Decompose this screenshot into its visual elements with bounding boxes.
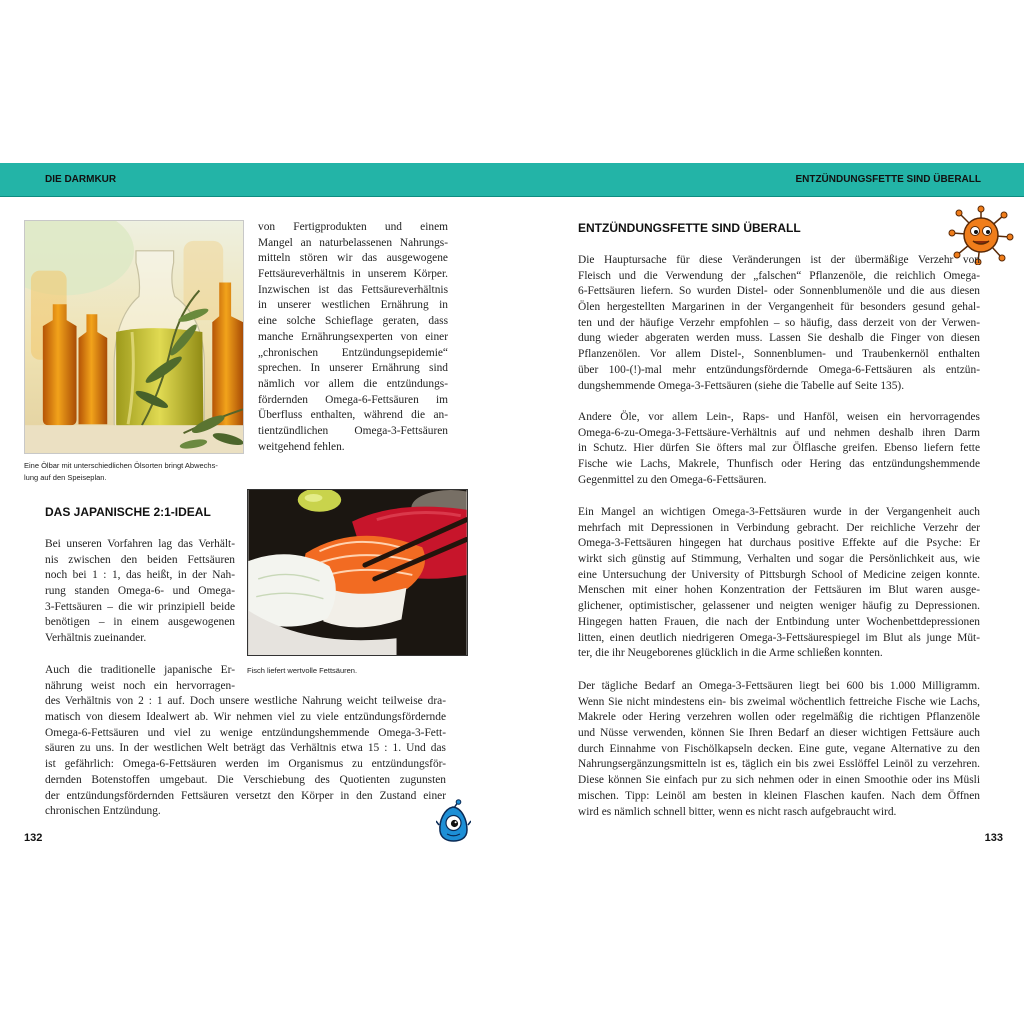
text-line: Wenn Sie nicht mindestens ein- bis zweimal wöchentlich fettreiche Fische wie Lachs, [578,695,980,708]
text-line: Inzwischen ist das Fettsäureverhältnis [258,283,448,296]
text-line: „chronischen Entzündungsepidemie“ [258,346,448,359]
text-line: ist gefährlich: Omega-6-Fettsäuren werden im Organismus zu entzündungsför- [45,758,446,771]
caption-line: lung auf den Speiseplan. [24,473,107,482]
text-line: noch bei 1 : 1, das heißt, in der Nah- [45,569,235,582]
text-line: nährung weist noch ein hervorragen- [45,679,235,692]
text-line: Omega-6-zu-Omega-3-Fettsäure-Verhältnis auf und nehmen deshalb ihren Darm [578,426,980,439]
text-line: Hingegen hatten Frauen, die nach der Entbindung unter Wochenbettdepressionen [578,615,980,628]
text-line: Auch die traditionelle japanische Er- [45,664,235,676]
japanese-ideal-paragraph-1 [45,537,235,647]
text-line: Pflanzenölen. Vor allem Distel-, Sonnenblumen- und Traubenkernöl enthalten [578,348,980,361]
text-line: nis zwischen den beiden Fettsäuren [45,553,235,566]
intro-paragraph [258,220,448,455]
paragraph-main-cause [578,253,980,394]
running-head-chapter-title: ENTZÜNDUNGSFETTE SIND ÜBERALL [795,174,981,185]
text-line: ten und der häufige Verzehr empfohlen – so häufig, dass derzeit von der Verwen- [578,316,980,329]
text-line: Ein Mangel an wichtigen Omega-3-Fettsäuren wurde in der Vergangenheit auch [578,506,980,518]
text-line: Gegenmittel zu den Omega-6-Fettsäuren. [578,473,767,486]
text-line: manche Ernährungsexperten von einer [258,330,448,343]
text-line: in unserer westlichen Ernährung in [258,299,448,312]
text-line: 3-Fettsäuren – die wir prinzipiell beide [45,600,235,613]
text-line: dernden Botenstoffen umgebaut. Die Verschiebung des Quotienten zugunsten [45,773,446,786]
text-line: Der tägliche Bedarf an Omega-3-Fettsäuren liegt bei 600 bis 1.000 Milligramm. [578,680,980,692]
text-line: dungshemmende Omega-3-Fettsäuren (siehe die Tabelle auf Seite 135). [578,379,905,392]
text-line: durch Einnahme von Fischölkapseln decken. Eine gute, vegane Alternative zu den [578,742,980,755]
text-line: Diese können Sie einfach pur zu sich nehmen oder in einen Smoothie oder ins Müsli [578,774,980,787]
text-line: Andere Öle, vor allem Lein-, Raps- und Hanföl, weisen ein hervorragendes [578,411,980,423]
text-line: Bei unseren Vorfahren lag das Verhält- [45,538,235,550]
running-header-band [0,163,1024,197]
page-number-left: 132 [24,832,43,844]
japanese-ideal-paragraph-2-narrow [45,663,235,694]
text-line: Fleisch und die Verwendung der „falschen“ Pflanzenöle, die reichlich Omega- [578,269,980,282]
text-line: des Verhältnis von 2 : 1 auf. Doch unsere westliche Nahrung weicht teilweise dra- [45,695,446,708]
text-line: Makrele oder Hering verzehren wollen oder regelmäßig die richtigen Pflanzenöle [578,711,980,724]
text-line: von Fertigprodukten und einem [258,221,448,233]
text-line: sprechen. In unserer Ernährung sind [258,362,448,375]
text-line: mitteln stören wir das ausgewogene [258,252,448,265]
text-line: mehrfach mit Depressionen in Verbindung gebracht. Der reichliche Verzehr der [578,521,980,534]
text-line: glichener, optimistischer, gelassener und neigten weniger häufig zu Depressionen. [578,600,980,613]
text-line: mischen. Tipp: Leinöl am besten in kleinen Flaschen kaufen. Nach dem Öffnen [578,789,980,802]
text-line: dung wieder abgeraten werden muss. Lassen Sie deshalb die Finger von diesen [578,332,980,345]
sushi-photo [247,489,468,656]
text-line: und Nüsse verwenden, können Sie Ihren Bedarf an dieser wichtigen Fettsäure auch [578,727,980,740]
text-line: chronischen Entzündung. [45,805,161,818]
sushi-photo-caption: Fisch liefert wertvolle Fettsäuren. [247,666,358,675]
text-line: eine Untersuchung der University of Pittsburgh School of Medicine zeigen konnte. [578,568,980,581]
text-line: Ölen hergestellten Margarinen in der Vergangenheit für besonders gesund gehal- [578,301,980,314]
text-line: Überfluss enthalten, während die an- [258,409,448,422]
text-line: Verhältnis zueinander. [45,632,147,645]
text-line: Fettsäureverhältnis in unserem Körper. [258,268,448,281]
text-line: fördernden Omega-6-Fettsäuren im [258,393,448,406]
text-line: wird es nämlich schnell bitter, wenn es nicht rasch aufgebraucht wird. [578,805,897,818]
text-line: rung standen Omega-6- und Omega- [45,585,235,598]
text-line: ter, die ihr Neugeborenes glücklich in die Arme schließen konnten. [578,647,883,660]
page-number-right: 133 [984,832,1003,844]
text-line: nämlich vor allem die entzündungs- [258,377,448,390]
text-line: 6-Fettsäuren liefern. So wurden Distel- oder Sonnenblumenöle und die aus diesen [578,285,980,298]
oil-bottles-photo [24,220,244,454]
text-line: weitgehend fehlen. [258,440,345,453]
text-line: der entzündungsfördernden Fettsäuren versetzt den Körper in den Zustand einer [45,789,446,802]
text-line: über 100-(!)-mal mehr entzündungsfördernde Omega-6-Fettsäuren als entzün- [578,363,980,376]
text-line: Menschen mit einer hohen Konzentration der Fettsäuren im Blut waren ausge- [578,584,980,597]
text-line: Mangel an naturbelassenen Nahrungs- [258,236,448,249]
text-line: wirkt sich günstig auf Stimmung, Verhalten und sogar die Persönlichkeit aus, wie [578,553,980,566]
paragraph-daily-requirement [578,679,980,820]
text-line: Omega-6-Fettsäuren und viel zu wenige entzündungshemmende Omega-3-Fett- [45,726,446,739]
section-heading-japanese-ideal: DAS JAPANISCHE 2:1-IDEAL [45,505,211,519]
caption-line: Eine Ölbar mit unterschiedlichen Ölsorten bringt Abwechs- [24,461,218,470]
paragraph-other-oils [578,410,980,488]
text-line: Fische wie Lachs, Makrele, Thunfisch oder Hering das entzündungshemmende [578,458,980,471]
text-line: säuren zu uns. In der westlichen Welt beträgt das Verhältnis etwa 15 : 1. Und das [45,742,446,755]
text-line: in Schutz. Hier dürfen Sie öfters mal zur Ölflasche greifen. Ebenso liefern fette [578,442,980,455]
text-line: Die Hauptursache für diese Veränderungen ist der übermäßige Verzehr von [578,254,980,266]
text-line: Omega-3-Fettsäuren hingegen hat durchaus positive Effekte auf die Psyche: Er [578,537,980,550]
text-line: benötigen – in einem ausgewogenen [45,616,235,629]
paragraph-depression [578,505,980,662]
text-line: Nahrungsergänzungsmitteln ist es, täglich ein bis zwei Esslöffel Leinöl zu verzehren. [578,758,980,771]
blue-blob-monster-icon [436,799,471,848]
text-line: eine solche Schieflage geraten, dass [258,315,448,328]
oil-photo-caption [24,460,218,484]
text-line: matisch von diesem Idealwert ab. Wir nehmen viel zu viele entzündungsfördernde [45,711,446,724]
japanese-ideal-paragraph-2-wide [45,694,446,820]
running-head-book-title: DIE DARMKUR [45,174,117,185]
text-line: tientzündlichen Omega-3-Fettsäuren [258,424,448,437]
section-heading-inflammatory-fats: ENTZÜNDUNGSFETTE SIND ÜBERALL [578,221,801,235]
text-line: litten, einen deutlich niedrigeren Omega-3-Fettsäurespiegel im Blut als junge Müt- [578,631,980,644]
